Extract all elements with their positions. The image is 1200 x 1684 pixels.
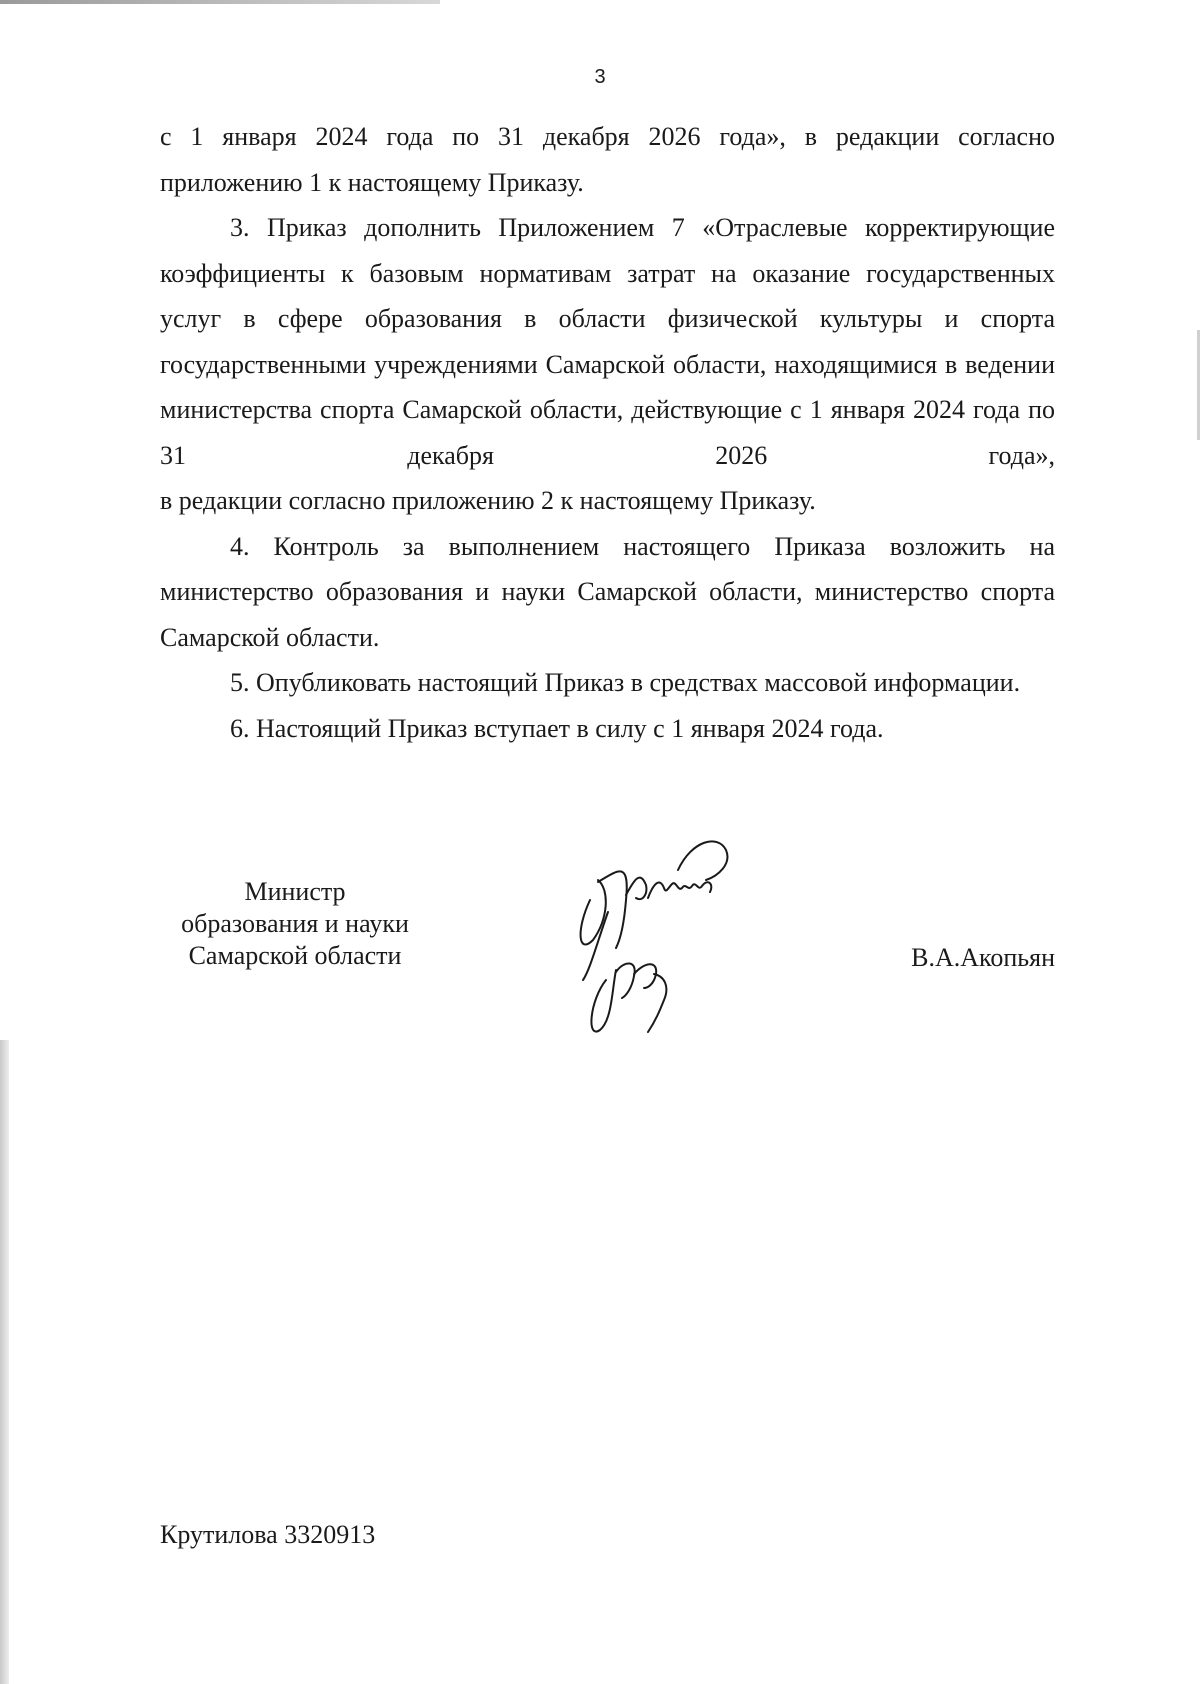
page-number: 3 [594, 66, 606, 88]
signatory-title [150, 876, 440, 972]
paragraph-item-6: 6. Настоящий Приказ вступает в силу с 1 января 2024 года. [230, 713, 884, 743]
signatory-title-line: Самарской области [188, 941, 402, 970]
document-body [160, 114, 1055, 751]
paragraph-item-3: 3. Приказ дополнить Приложением 7 «Отраслевые корректирующие коэффициенты к базовым нормативам затрат на оказание государственных услуг в сфере образования в области физической культуры и спорта государственными учреждениями Самарской области, находящимися в ведении министерства спорта Самарской области, действующие с 1 января 2024 года по 31 декабря 2026 года», [160, 213, 1055, 470]
paragraph-item-3-tail: в редакции согласно приложению 2 к настоящему Приказу. [160, 486, 816, 515]
paragraph-continuation: с 1 января 2024 года по 31 декабря 2026 года», в редакции согласно приложению 1 к настоящему Приказу. [160, 122, 1055, 197]
paragraph-item-4: 4. Контроль за выполнением настоящего Приказа возложить на министерство образования и науки Самарской области, министерство спорта Самарской области. [160, 531, 1055, 652]
scan-edge-left [0, 1040, 9, 1684]
paragraph-item-5: 5. Опубликовать настоящий Приказ в средствах массовой информации. [230, 668, 1021, 697]
scan-edge-top [0, 0, 440, 4]
signer-name: В.А.Акопьян [911, 943, 1055, 972]
signatory-title-line: образования и науки [181, 909, 409, 938]
signatory-title-line: Министр [244, 877, 346, 906]
handwritten-signature [568, 840, 768, 1040]
executor-contact: Крутилова 3320913 [160, 1520, 376, 1549]
